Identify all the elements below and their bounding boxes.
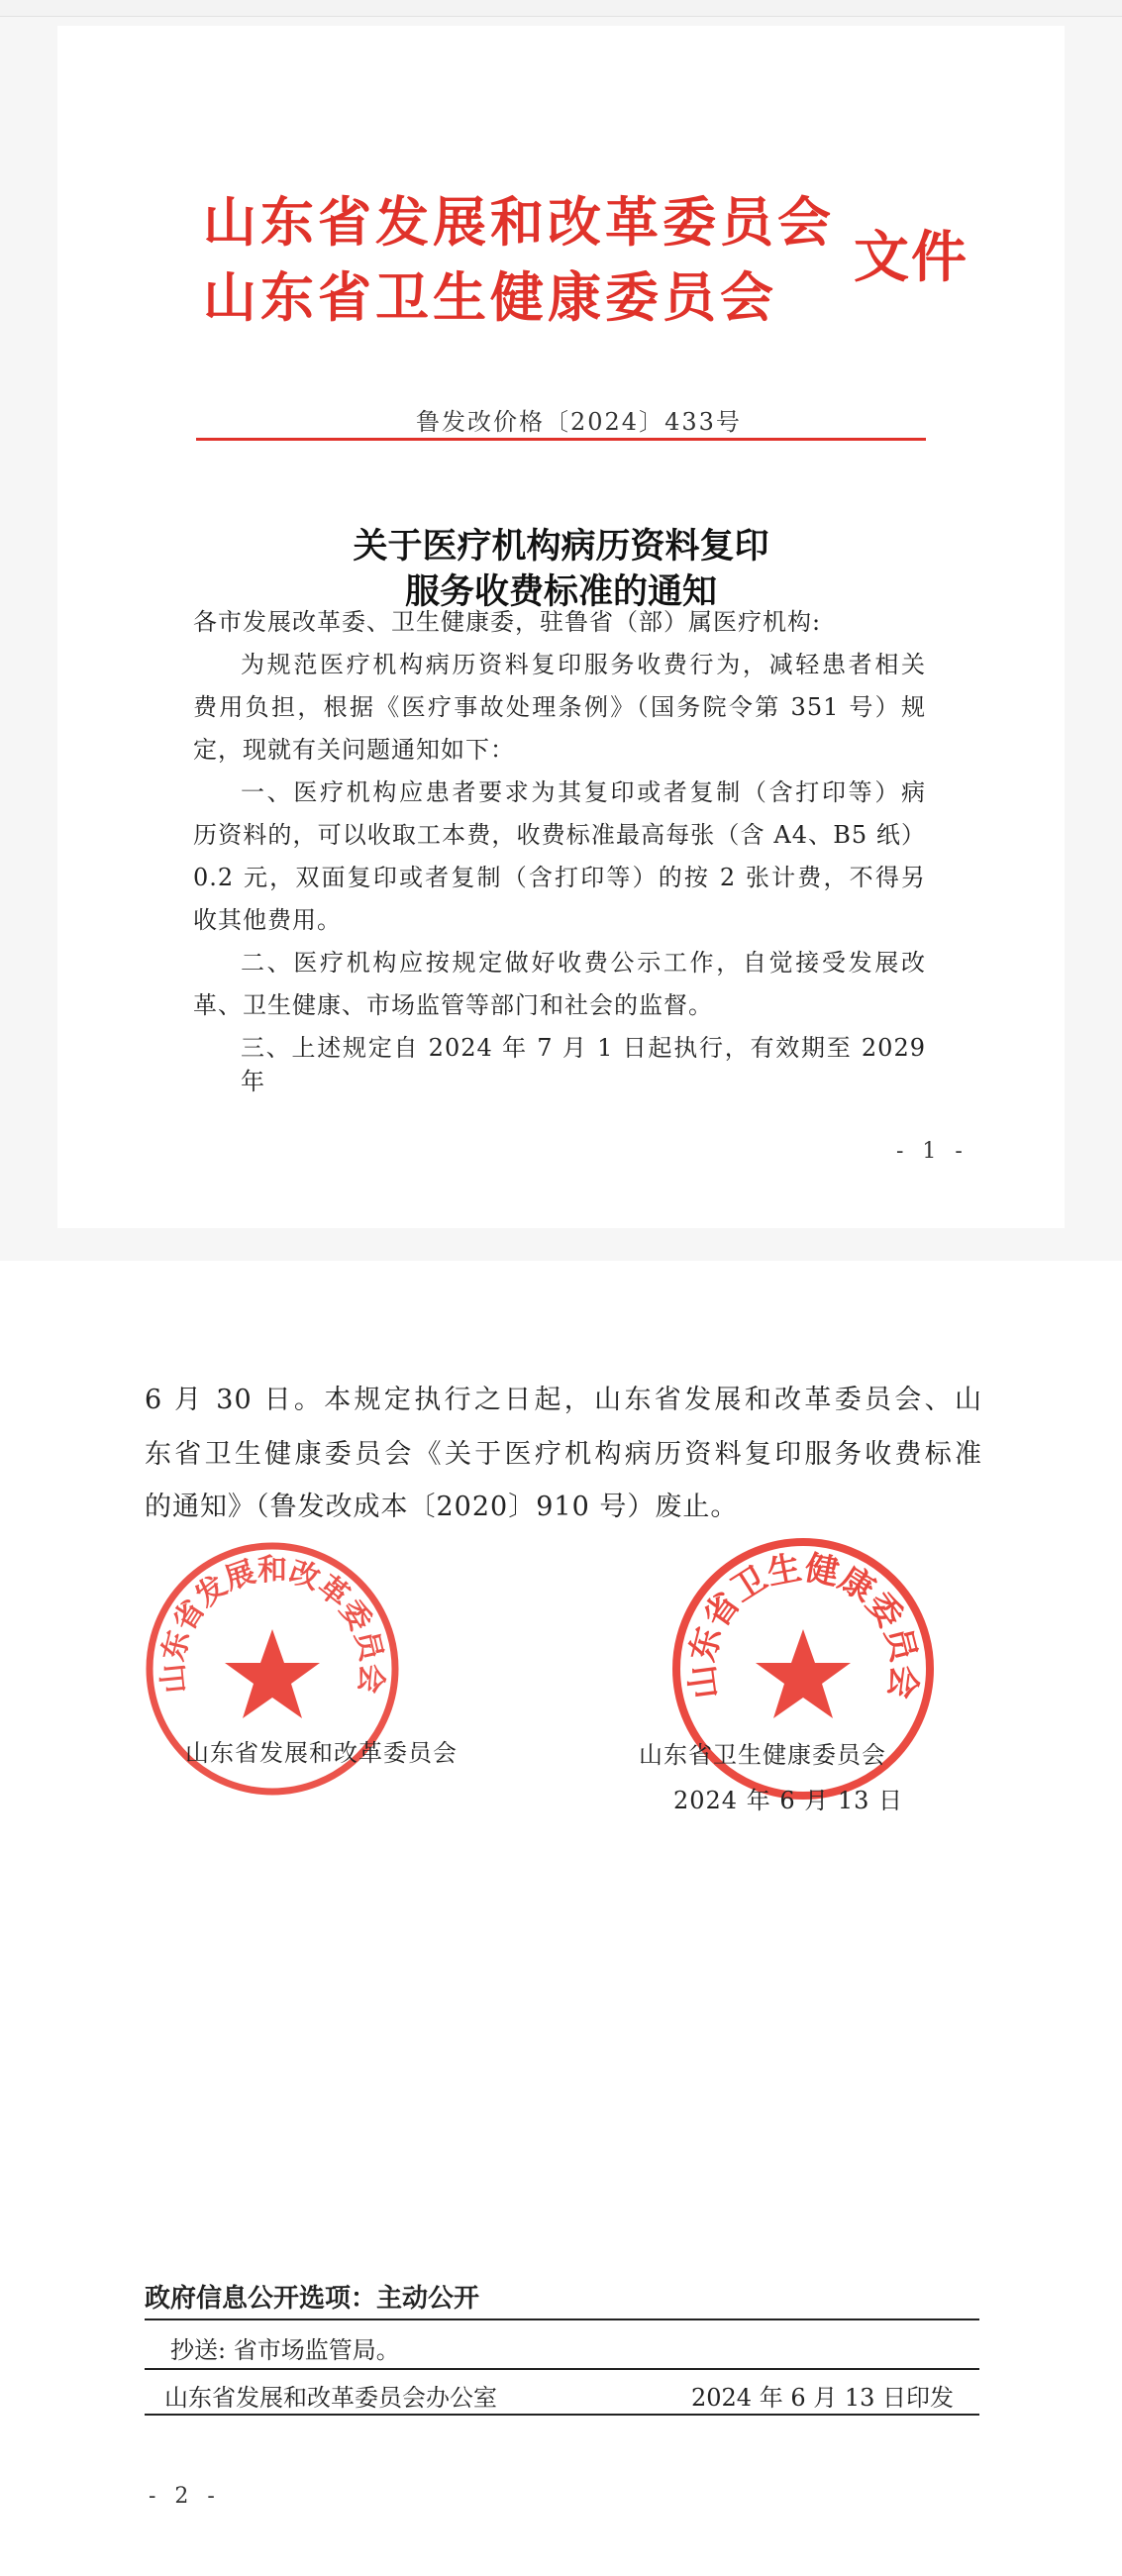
body-line: 收其他费用。 (193, 906, 342, 934)
body-line: 历资料的，可以收取工本费，收费标准最高每张（含 A4、B5 纸） (193, 821, 926, 849)
seal-left-text: 山东省发展和改革委员会 (155, 1553, 389, 1696)
document-title-line-2: 服务收费标准的通知 (404, 571, 717, 612)
print-date: 2024 年 6 月 13 日印发 (691, 2384, 955, 2412)
body-line: 二、医疗机构应按规定做好收费公示工作，自觉接受发展改 (241, 949, 926, 977)
body-line: 三、上述规定自 2024 年 7 月 1 日起执行，有效期至 2029 年 (241, 1034, 926, 1095)
body-line: 革、卫生健康、市场监管等部门和社会的监督。 (193, 991, 713, 1019)
body-line: 东省卫生健康委员会《关于医疗机构病历资料复印服务收费标准 (145, 1439, 982, 1470)
issuing-office: 山东省发展和改革委员会办公室 (164, 2384, 497, 2412)
signature-date: 2024 年 6 月 13 日 (673, 1787, 904, 1814)
divider (145, 2368, 979, 2370)
page-number: - 2 - (149, 2484, 221, 2509)
signature-right: 山东省卫生健康委员会 (639, 1741, 886, 1769)
body-line: 6 月 30 日。本规定执行之日起，山东省发展和改革委员会、山 (145, 1385, 982, 1415)
red-divider (196, 438, 926, 441)
body-line: 的通知》（鲁发改成本〔2020〕910 号）废止。 (145, 1492, 739, 1522)
body-line: 费用负担，根据《医疗事故处理条例》（国务院令第 351 号）规 (193, 693, 926, 721)
top-bar (0, 0, 1122, 17)
document-number: 鲁发改价格〔2024〕433号 (416, 408, 742, 436)
body-line: 各市发展改革委、卫生健康委，驻鲁省（部）属医疗机构: (193, 608, 822, 636)
page-number: - 1 - (896, 1139, 969, 1164)
issuer-line-1: 山东省发展和改革委员会 (203, 190, 835, 254)
body-line: 0.2 元，双面复印或者复制（含打印等）的按 2 张计费，不得另 (193, 864, 926, 891)
cc-line: 抄送: 省市场监管局。 (170, 2336, 400, 2364)
file-label: 文件 (854, 225, 969, 290)
seal-right-text: 山东省卫生健康委员会 (681, 1548, 925, 1701)
document-title-line-1: 关于医疗机构病历资料复印 (353, 526, 769, 567)
issuer-line-2: 山东省卫生健康委员会 (203, 265, 777, 329)
divider (145, 2318, 979, 2320)
divider (145, 2414, 979, 2416)
signature-left: 山东省发展和改革委员会 (185, 1739, 458, 1767)
body-line: 为规范医疗机构病历资料复印服务收费行为，减轻患者相关 (241, 651, 926, 678)
body-line: 一、医疗机构应患者要求为其复印或者复制（含打印等）病 (241, 778, 926, 806)
disclosure-option: 政府信息公开选项：主动公开 (145, 2284, 480, 2314)
body-line: 定，现就有关问题通知如下： (193, 736, 515, 764)
